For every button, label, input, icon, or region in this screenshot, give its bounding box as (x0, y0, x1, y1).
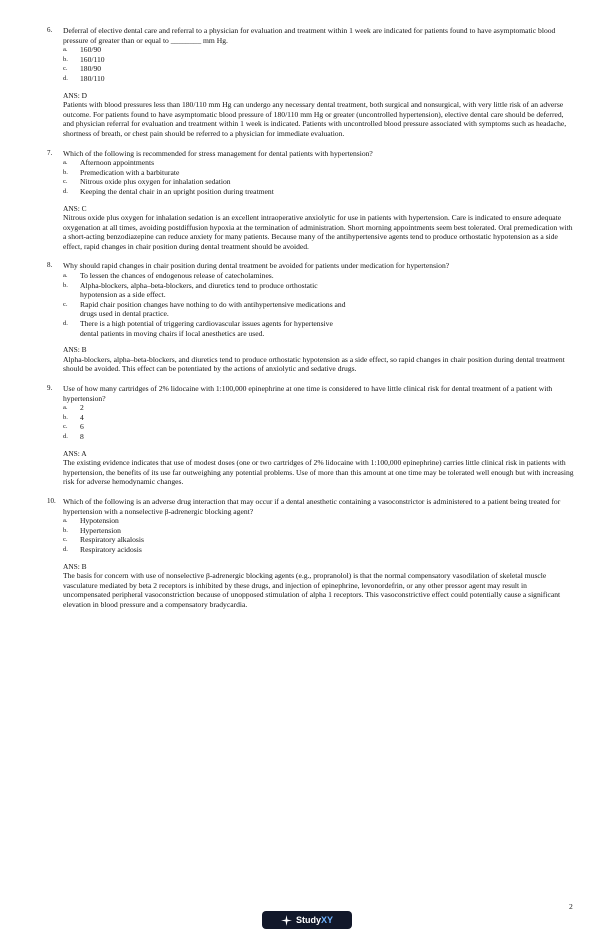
option-b (63, 526, 575, 536)
option-c (63, 535, 575, 545)
option-letter: d. (63, 74, 68, 82)
option-d (63, 74, 575, 84)
answer-options (63, 403, 575, 441)
question-number: 7. (47, 148, 53, 157)
option-text: 160/110 (80, 54, 105, 64)
answer-options (63, 158, 575, 196)
question-stem: Which of the following is recommended for stress management for dental patients with hypertension? (63, 148, 373, 158)
option-letter: c. (63, 300, 68, 308)
question-stem: Why should rapid changes in chair position during dental treatment be avoided for patients under medication for hypertension? (63, 261, 450, 271)
option-text: 8 (80, 431, 84, 441)
answer-key: ANS: D (63, 90, 88, 100)
option-letter: c. (63, 178, 68, 186)
option-text: Hypertension (80, 525, 121, 535)
answer-rationale: Patients with blood pressures less than 180/110 mm Hg can undergo any necessary dental treatment, both surgical and nonsurgical, with very little risk of an adverse outcome. For patients found to have asymptomatic blood pressure of 180/110 mm Hg or greater (uncontrolled hypertension), elective dental care should be deferred, and physician referral for evaluation and treatment within 1 week is indicated. Patients with uncontrolled blood pressure associated with symptoms such as headache, shortness of breath, or chest pain should be referred to a physician for immediate evaluation. (63, 100, 567, 138)
question-9 (47, 384, 575, 487)
option-letter: a. (63, 517, 68, 525)
answer-rationale: Nitrous oxide plus oxygen for inhalation sedation is an excellent intraoperative anxiolytic for use in patients with hypertension. Care is indicated to ensure adequate oxygenation at all times, avoiding postdiffusion hypoxia at the termination of administration. Short morning appointments seem best tolerated. Oral premedication with a short-acting benzodiazepine can reduce anxiety for many patients. Because many of the antihypertensive agents tend to produce orthostatic hypotension as a side effect, rapid changes in chair position during dental treatment should be avoided. (63, 213, 573, 251)
question-stem: Use of how many cartridges of 2% lidocaine with 1:100,000 epinephrine at one time is considered to have little clinical risk for dental treatment of a patient with hypertension? (63, 384, 553, 403)
option-text: 6 (80, 422, 84, 432)
option-b (63, 281, 575, 300)
option-a (63, 158, 575, 168)
option-a (63, 403, 575, 413)
option-letter: c. (63, 536, 68, 544)
answer-key: ANS: A (63, 448, 87, 458)
brand-text (296, 915, 333, 925)
option-c (63, 64, 575, 74)
option-d (63, 187, 575, 197)
option-letter: b. (63, 526, 68, 534)
studyxy-badge[interactable] (262, 911, 352, 929)
question-7 (47, 148, 575, 252)
answer-options (63, 516, 575, 554)
option-text: 160/90 (80, 45, 102, 55)
option-text: Alpha-blockers, alpha–beta-blockers, and diuretics tend to produce orthostatic hypotension as a side effect. (80, 280, 318, 300)
answer-rationale: Alpha-blockers, alpha–beta-blockers, and diuretics tend to produce orthostatic hypotension as a side effect, so rapid changes in chair position during dental treatment should be avoided. This effect can be potentiated by the actions of anxiolytic and sedative drugs. (63, 354, 565, 374)
option-c (63, 177, 575, 187)
option-text: 180/90 (80, 64, 102, 74)
option-letter: a. (63, 272, 68, 280)
option-text: Hypotension (80, 516, 119, 526)
option-a (63, 271, 575, 281)
option-text: 2 (80, 403, 84, 413)
option-text: 4 (80, 412, 84, 422)
page-number: 2 (569, 902, 573, 911)
option-text: Respiratory alkalosis (80, 535, 144, 545)
option-letter: d. (63, 320, 68, 328)
question-6 (47, 26, 575, 139)
option-c (63, 300, 575, 319)
option-text: Afternoon appointments (80, 158, 155, 168)
answer-key: ANS: B (63, 561, 87, 571)
question-list (47, 26, 575, 619)
answer-rationale: The basis for concern with use of nonselective β-adrenergic blocking agents (e.g., propranolol) is that the normal compensatory vasodilation of skeletal muscle vasculature mediated by beta 2 receptors is inhibited by these drugs, and injection of epinephrine, levonordefrin, or any other pressor agent may result in uncompensated peripheral vasoconstriction because of unopposed stimulation of alpha 1 receptors. This vasoconstrictive effect could potentially cause a significant elevation in blood pressure and a compensatory bradycardia. (63, 571, 561, 609)
option-letter: b. (63, 413, 68, 421)
option-b (63, 55, 575, 65)
option-text: Premedication with a barbiturate (80, 167, 180, 177)
question-number: 10. (47, 496, 56, 505)
option-b (63, 413, 575, 423)
option-text: Rapid chair position changes have nothing to do with antihypertensive medications and drugs used in dental practice. (80, 299, 346, 319)
option-text: 180/110 (80, 73, 105, 83)
option-text: Nitrous oxide plus oxygen for inhalation sedation (80, 177, 231, 187)
option-b (63, 168, 575, 178)
answer-options (63, 271, 575, 338)
brand-main: Study (295, 915, 321, 925)
question-8 (47, 261, 575, 374)
option-c (63, 422, 575, 432)
option-a (63, 45, 575, 55)
question-10 (47, 496, 575, 610)
question-number: 9. (47, 384, 53, 392)
answer-options (63, 45, 575, 83)
option-letter: c. (63, 65, 68, 73)
question-number: 8. (47, 261, 53, 270)
option-letter: d. (63, 187, 68, 195)
option-text: To lessen the chances of endogenous release of catecholamines. (80, 271, 274, 281)
option-letter: a. (63, 159, 68, 167)
option-text: Keeping the dental chair in an upright position during treatment (80, 186, 274, 196)
option-letter: a. (63, 404, 68, 412)
option-letter: d. (63, 432, 68, 440)
option-letter: b. (63, 55, 68, 63)
question-number: 6. (47, 26, 53, 34)
option-letter: b. (63, 168, 68, 176)
option-letter: a. (63, 46, 68, 54)
brand-accent: XY (321, 915, 334, 925)
option-letter: b. (63, 281, 68, 289)
option-text: There is a high potential of triggering cardiovascular issues agents for hypertensive dental patients in moving chairs if local anesthetics are used. (80, 319, 333, 338)
option-d (63, 432, 575, 442)
answer-key: ANS: B (63, 345, 87, 355)
option-a (63, 516, 575, 526)
option-d (63, 545, 575, 555)
answer-rationale: The existing evidence indicates that use of modest doses (one or two cartridges of 2% lidocaine with 1:100,000 epinephrine) carries little clinical risk in patients with hypertension, the benefits of its use far outweighing any potential problems. Use of more than this amount at one time may be tolerated well enough but with increasing risk for adverse hemodynamic changes. (63, 458, 574, 487)
question-stem: Which of the following is an adverse drug interaction that may occur if a dental anesthetic containing a vasoconstrictor is administered to a patient being treated for hypertension with a nonselective β-adrenergic blocking agent? (63, 496, 561, 516)
answer-key: ANS: C (63, 203, 87, 213)
question-stem: Deferral of elective dental care and referral to a physician for evaluation and treatment within 1 week are indicated for patients found to have asymptomatic blood pressure of greater than or equal to ________ mm Hg. (63, 26, 556, 45)
option-letter: c. (63, 423, 68, 431)
plus-cross-icon (281, 915, 292, 926)
option-letter: d. (63, 545, 68, 553)
option-text: Respiratory acidosis (80, 544, 142, 554)
option-d (63, 319, 575, 338)
